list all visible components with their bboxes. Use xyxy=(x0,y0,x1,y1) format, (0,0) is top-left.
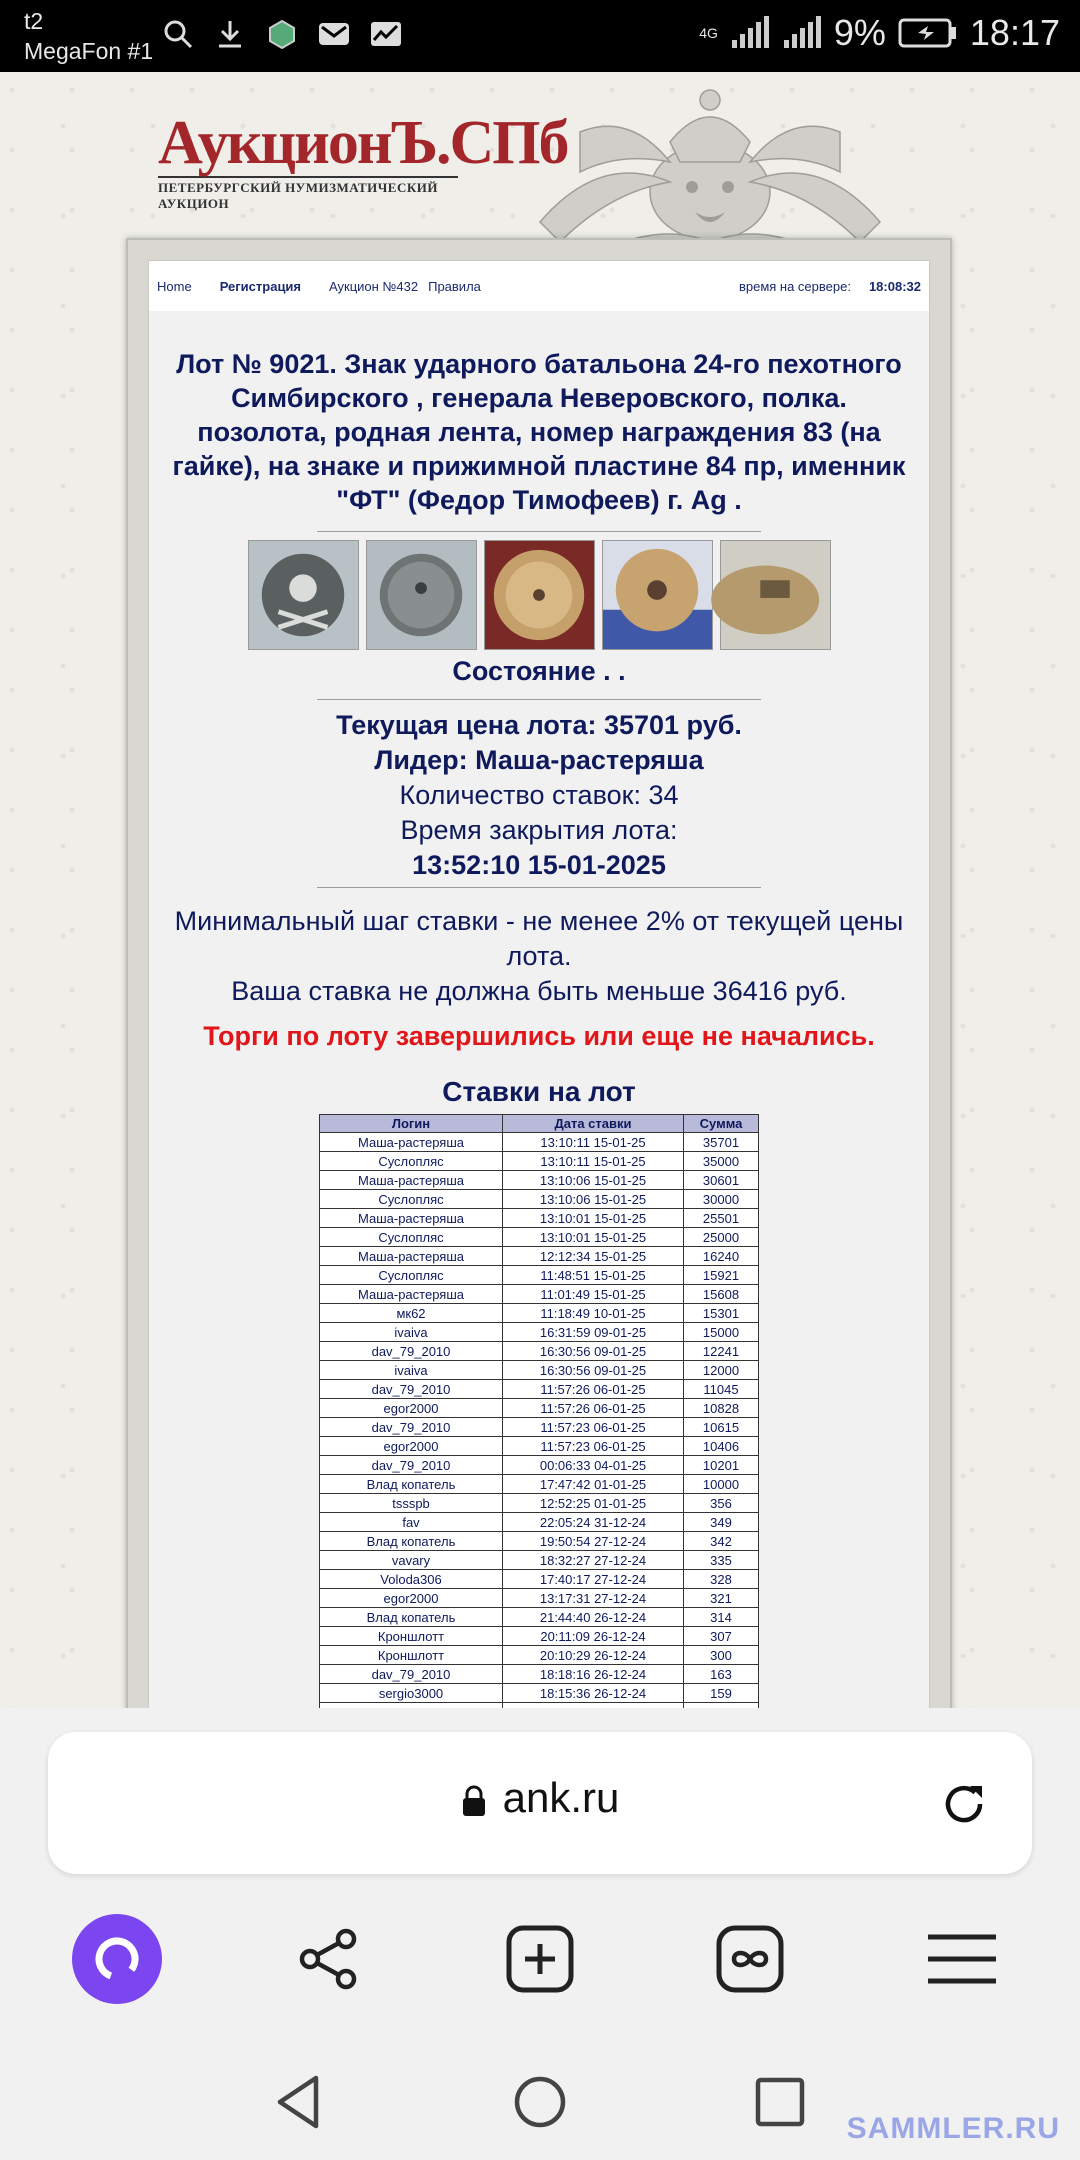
bid-sum: 163 xyxy=(684,1665,759,1684)
bid-date: 12:52:25 01-01-25 xyxy=(503,1494,684,1513)
address-bar[interactable] xyxy=(48,1732,1032,1874)
col-login: Логин xyxy=(320,1115,503,1133)
bid-sum: 12000 xyxy=(684,1361,759,1380)
lot-photo-1[interactable] xyxy=(248,540,359,650)
notification-icons xyxy=(160,16,404,52)
bid-date: 17:40:17 27-12-24 xyxy=(503,1570,684,1589)
share-icon xyxy=(294,1925,362,1993)
bid-sum: 300 xyxy=(684,1646,759,1665)
bid-login: Влад копатель xyxy=(320,1532,503,1551)
bid-login: dav_79_2010 xyxy=(320,1665,503,1684)
bid-date: 13:10:11 15-01-25 xyxy=(503,1152,684,1171)
bid-sum: 25000 xyxy=(684,1228,759,1247)
bid-sum: 328 xyxy=(684,1570,759,1589)
table-row xyxy=(320,1152,759,1171)
table-row xyxy=(320,1323,759,1342)
close-time: 13:52:10 15-01-2025 xyxy=(412,850,666,880)
bid-login: Влад копатель xyxy=(320,1475,503,1494)
network-type: 4G xyxy=(699,25,718,41)
bid-login: fav xyxy=(320,1513,503,1532)
search-icon xyxy=(160,16,196,52)
table-row xyxy=(320,1380,759,1399)
table-row xyxy=(320,1190,759,1209)
current-price: Текущая цена лота: 35701 руб. xyxy=(336,710,742,740)
bid-date: 13:10:01 15-01-25 xyxy=(503,1228,684,1247)
table-row xyxy=(320,1665,759,1684)
table-row xyxy=(320,1342,759,1361)
bids-title: Ставки на лот xyxy=(442,1076,636,1107)
table-row xyxy=(320,1570,759,1589)
bid-login: egor2000 xyxy=(320,1589,503,1608)
back-icon[interactable] xyxy=(270,2072,330,2132)
watermark: SAMMLER.RU xyxy=(846,2112,1060,2145)
browser-toolbar xyxy=(0,1914,1080,2014)
bid-sum: 10615 xyxy=(684,1418,759,1437)
bids-table-body xyxy=(320,1133,759,1722)
bid-date: 17:47:42 01-01-25 xyxy=(503,1475,684,1494)
app-cube-icon xyxy=(264,16,300,52)
share-button[interactable] xyxy=(283,1914,373,2004)
bid-login: Кроншлотт xyxy=(320,1646,503,1665)
nav-register-link[interactable]: Регистрация xyxy=(219,278,302,294)
auction-closed-message: Торги по лоту завершились или еще не начались. xyxy=(203,1021,875,1051)
table-row xyxy=(320,1589,759,1608)
bid-login: Суслопляс xyxy=(320,1266,503,1285)
bid-login: Маша-растеряша xyxy=(320,1209,503,1228)
bid-sum: 30000 xyxy=(684,1190,759,1209)
table-row xyxy=(320,1532,759,1551)
table-row xyxy=(320,1608,759,1627)
battery-percent: 9% xyxy=(833,12,886,53)
table-row xyxy=(320,1304,759,1323)
bid-sum: 15301 xyxy=(684,1304,759,1323)
server-time-label: время на сервере: xyxy=(738,278,851,294)
carrier-info xyxy=(24,6,153,66)
bid-login: Voloda306 xyxy=(320,1570,503,1589)
system-navigation-bar xyxy=(0,2044,1080,2160)
table-row xyxy=(320,1399,759,1418)
download-icon xyxy=(212,16,248,52)
lot-photo-5[interactable] xyxy=(720,540,831,650)
status-bar xyxy=(0,0,1080,72)
menu-button[interactable] xyxy=(917,1914,1007,2004)
status-right xyxy=(699,12,1060,54)
bid-login: Суслопляс xyxy=(320,1190,503,1209)
bid-login: Влад копатель xyxy=(320,1608,503,1627)
battery-icon xyxy=(898,17,958,49)
top-navigation xyxy=(149,261,929,311)
table-row xyxy=(320,1684,759,1703)
bid-date: 13:10:11 15-01-25 xyxy=(503,1133,684,1152)
home-icon[interactable] xyxy=(510,2072,570,2132)
table-row xyxy=(320,1513,759,1532)
your-bid-text: Ваша ставка не должна быть меньше 36416 руб. xyxy=(231,976,847,1006)
signal-icon xyxy=(730,16,770,50)
new-tab-button[interactable] xyxy=(495,1914,585,2004)
bid-sum: 35000 xyxy=(684,1152,759,1171)
lot-state: Состояние . . xyxy=(452,656,626,686)
bid-login: Маша-растеряша xyxy=(320,1247,503,1266)
bid-sum: 335 xyxy=(684,1551,759,1570)
bid-date: 11:57:26 06-01-25 xyxy=(503,1380,684,1399)
lot-title: Лот № 9021. Знак ударного батальона 24-го пехотного Симбирского , генерала Неверовского, полка. позолота, родная лента, номер награждения 83 (на гайке), на знаке и прижимной пластине 84 пр, именник "ФТ" (Федор Тимофеев) г. Ag . xyxy=(172,349,906,515)
bid-sum: 10828 xyxy=(684,1399,759,1418)
bid-date: 11:57:23 06-01-25 xyxy=(503,1418,684,1437)
bid-sum: 356 xyxy=(684,1494,759,1513)
bid-sum: 11045 xyxy=(684,1380,759,1399)
table-row xyxy=(320,1285,759,1304)
bid-login: egor2000 xyxy=(320,1437,503,1456)
bid-date: 20:10:29 26-12-24 xyxy=(503,1646,684,1665)
carrier-line-1: t2 xyxy=(24,8,44,34)
nav-home-link[interactable]: Home xyxy=(157,278,192,294)
bid-sum: 15921 xyxy=(684,1266,759,1285)
col-date: Дата ставки xyxy=(503,1115,684,1133)
bid-sum: 12241 xyxy=(684,1342,759,1361)
col-sum: Сумма xyxy=(684,1115,759,1133)
table-row xyxy=(320,1247,759,1266)
table-row xyxy=(320,1646,759,1665)
bid-login: dav_79_2010 xyxy=(320,1380,503,1399)
bid-login: dav_79_2010 xyxy=(320,1456,503,1475)
table-row xyxy=(320,1361,759,1380)
table-row xyxy=(320,1551,759,1570)
url-text: ank.ru xyxy=(502,1774,620,1821)
table-row xyxy=(320,1133,759,1152)
bid-login: ivaiva xyxy=(320,1323,503,1342)
web-page xyxy=(0,72,1080,1708)
logo-subtitle: ПЕТЕРБУРГСКИЙ НУМИЗМАТИЧЕСКИЙ АУКЦИОН xyxy=(158,176,458,212)
lot-photo-4[interactable] xyxy=(602,540,713,650)
bid-count: Количество ставок: 34 xyxy=(399,780,679,810)
bid-date: 21:44:40 26-12-24 xyxy=(503,1608,684,1627)
bid-sum: 15608 xyxy=(684,1285,759,1304)
bid-login: Суслопляс xyxy=(320,1152,503,1171)
bid-date: 16:30:56 09-01-25 xyxy=(503,1342,684,1361)
bid-login: Суслопляс xyxy=(320,1228,503,1247)
bid-sum: 307 xyxy=(684,1627,759,1646)
logo-title: АукционЪ.СПб xyxy=(158,109,568,177)
table-row xyxy=(320,1228,759,1247)
bid-date: 13:17:31 27-12-24 xyxy=(503,1589,684,1608)
bid-login: Кроншлотт xyxy=(320,1627,503,1646)
bid-login: tssspb xyxy=(320,1494,503,1513)
hamburger-menu-icon xyxy=(926,1931,998,1987)
nav-auction-link[interactable]: Аукцион №432 xyxy=(329,278,419,294)
bid-sum: 16240 xyxy=(684,1247,759,1266)
divider xyxy=(317,531,761,532)
bid-login: Маша-растеряша xyxy=(320,1285,503,1304)
recents-icon[interactable] xyxy=(750,2072,810,2132)
bid-date: 00:06:33 04-01-25 xyxy=(503,1456,684,1475)
nav-rules-link[interactable]: Правила xyxy=(428,278,481,294)
table-row xyxy=(320,1209,759,1228)
table-row xyxy=(320,1475,759,1494)
tabs-button[interactable] xyxy=(705,1914,795,2004)
bid-sum: 25501 xyxy=(684,1209,759,1228)
bid-date: 19:50:54 27-12-24 xyxy=(503,1532,684,1551)
table-row xyxy=(320,1171,759,1190)
bid-date: 16:30:56 09-01-25 xyxy=(503,1361,684,1380)
bid-date: 18:18:16 26-12-24 xyxy=(503,1665,684,1684)
alice-assistant-button[interactable] xyxy=(72,1914,162,2004)
url-display[interactable] xyxy=(48,1774,1032,1822)
bid-sum: 159 xyxy=(684,1684,759,1703)
clock: 18:17 xyxy=(969,12,1060,53)
bid-login: мк62 xyxy=(320,1304,503,1323)
bid-login: egor2000 xyxy=(320,1399,503,1418)
divider xyxy=(317,699,761,700)
bid-sum: 321 xyxy=(684,1589,759,1608)
divider xyxy=(317,887,761,888)
bid-login: Маша-растеряша xyxy=(320,1171,503,1190)
bid-sum: 342 xyxy=(684,1532,759,1551)
bid-date: 18:32:27 27-12-24 xyxy=(503,1551,684,1570)
close-time-label: Время закрытия лота: xyxy=(400,815,678,845)
reload-icon[interactable] xyxy=(936,1776,992,1832)
bid-date: 11:48:51 15-01-25 xyxy=(503,1266,684,1285)
table-row xyxy=(320,1456,759,1475)
bid-date: 22:05:24 31-12-24 xyxy=(503,1513,684,1532)
bid-sum: 10406 xyxy=(684,1437,759,1456)
bid-date: 11:18:49 10-01-25 xyxy=(503,1304,684,1323)
bid-date: 12:12:34 15-01-25 xyxy=(503,1247,684,1266)
mail-icon xyxy=(316,16,352,52)
crown-ornament-icon xyxy=(520,72,900,262)
bid-sum: 349 xyxy=(684,1513,759,1532)
bid-date: 11:57:26 06-01-25 xyxy=(503,1399,684,1418)
browser-bottom-bar xyxy=(0,1708,1080,2160)
carrier-line-2: MegaFon #1 xyxy=(24,38,154,64)
bids-table-header xyxy=(320,1115,759,1133)
bid-date: 13:10:06 15-01-25 xyxy=(503,1190,684,1209)
bid-login: ivaiva xyxy=(320,1361,503,1380)
lot-photo-3[interactable] xyxy=(484,540,595,650)
bid-date: 11:01:49 15-01-25 xyxy=(503,1285,684,1304)
bid-sum: 30601 xyxy=(684,1171,759,1190)
bid-login: dav_79_2010 xyxy=(320,1342,503,1361)
lock-icon xyxy=(461,1785,487,1817)
page-frame-inner xyxy=(148,260,930,1836)
bid-sum: 35701 xyxy=(684,1133,759,1152)
min-step-text: Минимальный шаг ставки - не менее 2% от текущей цены лота. xyxy=(174,906,904,971)
bid-date: 20:11:09 26-12-24 xyxy=(503,1627,684,1646)
signal-icon-2 xyxy=(782,16,822,50)
bid-date: 13:10:06 15-01-25 xyxy=(503,1171,684,1190)
bid-date: 11:57:23 06-01-25 xyxy=(503,1437,684,1456)
activity-icon xyxy=(368,16,404,52)
bid-sum: 10201 xyxy=(684,1456,759,1475)
table-row xyxy=(320,1627,759,1646)
table-row xyxy=(320,1494,759,1513)
bid-date: 16:31:59 09-01-25 xyxy=(503,1323,684,1342)
alice-icon xyxy=(94,1936,140,1982)
bid-login: dav_79_2010 xyxy=(320,1418,503,1437)
plus-square-icon xyxy=(505,1924,575,1994)
table-row xyxy=(320,1437,759,1456)
bid-date: 13:10:01 15-01-25 xyxy=(503,1209,684,1228)
site-logo[interactable] xyxy=(158,109,568,212)
bid-date: 18:15:36 26-12-24 xyxy=(503,1684,684,1703)
table-row xyxy=(320,1418,759,1437)
bid-login: sergio3000 xyxy=(320,1684,503,1703)
bids-table xyxy=(319,1114,759,1722)
server-time: 18:08:32 xyxy=(868,278,921,294)
lot-photos xyxy=(149,540,929,650)
lot-content xyxy=(149,311,929,1835)
table-row xyxy=(320,1266,759,1285)
bid-login: Маша-растеряша xyxy=(320,1133,503,1152)
leader: Лидер: Маша-растеряша xyxy=(374,745,704,775)
bid-sum: 314 xyxy=(684,1608,759,1627)
lot-photo-2[interactable] xyxy=(366,540,477,650)
bid-sum: 15000 xyxy=(684,1323,759,1342)
bid-sum: 10000 xyxy=(684,1475,759,1494)
tabs-icon xyxy=(715,1924,785,1994)
bid-login: vavary xyxy=(320,1551,503,1570)
page-frame xyxy=(126,238,952,1838)
